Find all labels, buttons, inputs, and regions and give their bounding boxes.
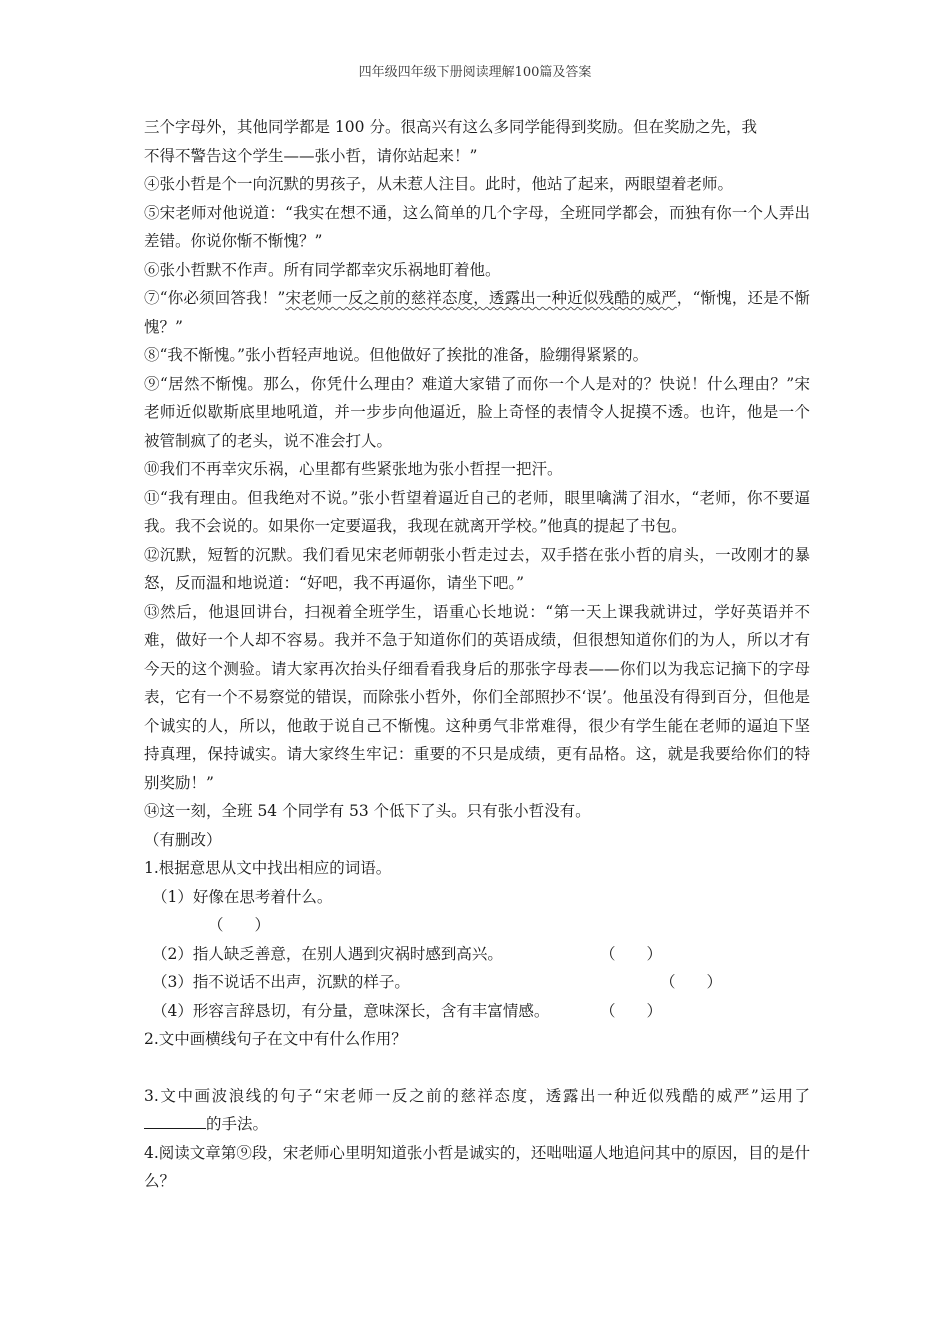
paragraph-7-quote: ⑦“你必须回答我！” [144, 289, 286, 307]
question-1-item-2-answer[interactable]: （ ） [600, 944, 663, 963]
paragraph-7 [144, 284, 810, 341]
story-intro-line-1: 三个字母外，其他同学都是 100 分。很高兴有这么多同学能得到奖励。但在奖励之先，我 [144, 118, 757, 136]
paragraph-7-rest: ，“惭愧，还是不惭愧？” [144, 289, 810, 336]
question-2: 2.文中画横线句子在文中有什么作用？ [144, 1030, 407, 1048]
question-1-item-2 [144, 940, 810, 969]
paragraph-4: ④张小哲是个一向沉默的男孩子，从未惹人注目。此时，他站了起来，两眼望着老师。 [144, 175, 734, 193]
paragraph-14 [144, 797, 810, 826]
question-1-item-2-text: （2）指人缺乏善意，在别人遇到灾祸时感到高兴。 [152, 944, 503, 963]
paragraph-6: ⑥张小哲默不作声。所有同学都幸灾乐祸地盯着他。 [144, 260, 501, 279]
source-note: （有删改） [144, 830, 222, 849]
paragraph-8: ⑧“我不惭愧。”张小哲轻声地说。但他做好了挨批的准备，脸绷得紧紧的。 [144, 346, 649, 364]
question-1-item-4-answer[interactable]: （ ） [600, 1001, 663, 1020]
question-3 [144, 1082, 810, 1139]
paragraph-14-text: 这一刻，全班 54 个同学有 53 个低下了头。只有张小哲没有。 [159, 802, 591, 820]
question-2-answer-space[interactable] [144, 1054, 810, 1082]
paragraph-14-number: ⑭ [144, 802, 160, 820]
question-1-item-3-answer[interactable]: （ ） [660, 973, 723, 991]
question-3-suffix: 的手法。 [206, 1115, 269, 1133]
paragraph-13-number: ⑬ [144, 602, 161, 621]
question-4: 4.阅读文章第⑨段，宋老师心里明知道张小哲是诚实的，还咄咄逼人地追问其中的原因，目的是什么？ [144, 1143, 810, 1190]
paragraph-12-text: 沉默，短暂的沉默。我们看见宋老师朝张小哲走过去，双手搭在张小哲的肩头，一改刚才的暴怒，反而温和地说道：“好吧，我不再逼你，请坐下吧。” [144, 545, 810, 592]
paragraph-11-text: “我有理由。但我绝对不说。”张小哲望着逼近自己的老师，眼里噙满了泪水，“老师，你不要逼我。我不会说的。如果你一定要逼我，我现在就离开学校。”他真的提起了书包。 [144, 488, 810, 535]
paragraph-11-number: ⑪ [144, 488, 160, 507]
question-1-item-4-text: （4）形容言辞恳切，有分量，意味深长，含有丰富情感。 [152, 1001, 550, 1020]
question-3-blank[interactable] [144, 1112, 206, 1129]
question-3-text: 3.文中画波浪线的句子“宋老师一反之前的慈祥态度，透露出一种近似残酷的威严”运用了 [144, 1086, 810, 1105]
question-1-item-3 [144, 968, 810, 997]
paragraph-5: ⑤宋老师对他说道：“我实在想不通，这么简单的几个字母，全班同学都会，而独有你一个人弄出差错。你说你惭不惭愧？” [144, 203, 810, 250]
question-1-item-3-text: （3）指不说话不出声，沉默的样子。 [152, 973, 410, 991]
question-1-item-1-answer[interactable]: （ ） [208, 916, 271, 934]
question-1-item-1: （1）好像在思考着什么。 [152, 887, 333, 906]
paragraph-13-text: 然后，他退回讲台，扫视着全班学生，语重心长地说：“第一天上课我就讲过，学好英语并不难，做好一个人却不容易。我并不急于知道你们的英语成绩，但很想知道你们的为人，所以才有今天的这个测验。请大家再次抬头仔细看看我身后的那张字母表——你们以为我忘记摘下的字母表，它有一个不易察觉的错误，而除张小哲外，你们全部照抄不‘误’。他虽没有得到百分，但他是个诚实的人，所以，他敢于说自己不惭愧。这种勇气非常难得，很少有学生能在老师的逼迫下坚持真理，保持诚实。请大家终生牢记：重要的不只是成绩，更有品格。这，就是我要给你们的特别奖励！” [144, 602, 810, 792]
wavy-underlined-sentence: 宋老师一反之前的慈祥态度，透露出一种近似残酷的威严 [285, 289, 677, 307]
question-1-item-4 [144, 997, 810, 1026]
document-body [144, 113, 810, 1196]
paragraph-10: ⑩我们不再幸灾乐祸，心里都有些紧张地为张小哲捏一把汗。 [144, 460, 563, 478]
paragraph-13 [144, 598, 810, 798]
story-intro-line-2: 不得不警告这个学生——张小哲，请你站起来！” [144, 146, 478, 165]
paragraph-12-number: ⑫ [144, 545, 160, 564]
paragraph-11 [144, 484, 810, 541]
page-header: 四年级四年级下册阅读理解100篇及答案 [358, 65, 592, 80]
question-1: 1.根据意思从文中找出相应的词语。 [144, 859, 392, 877]
paragraph-9: ⑨“居然不惭愧。那么，你凭什么理由？难道大家错了而你一个人是对的？快说！什么理由？”宋老师近似歇斯底里地吼道，并一步步向他逼近，脸上奇怪的表情令人捉摸不透。也许，他是一个被管制疯了的老头，说不准会打人。 [144, 374, 810, 450]
paragraph-12 [144, 541, 810, 598]
